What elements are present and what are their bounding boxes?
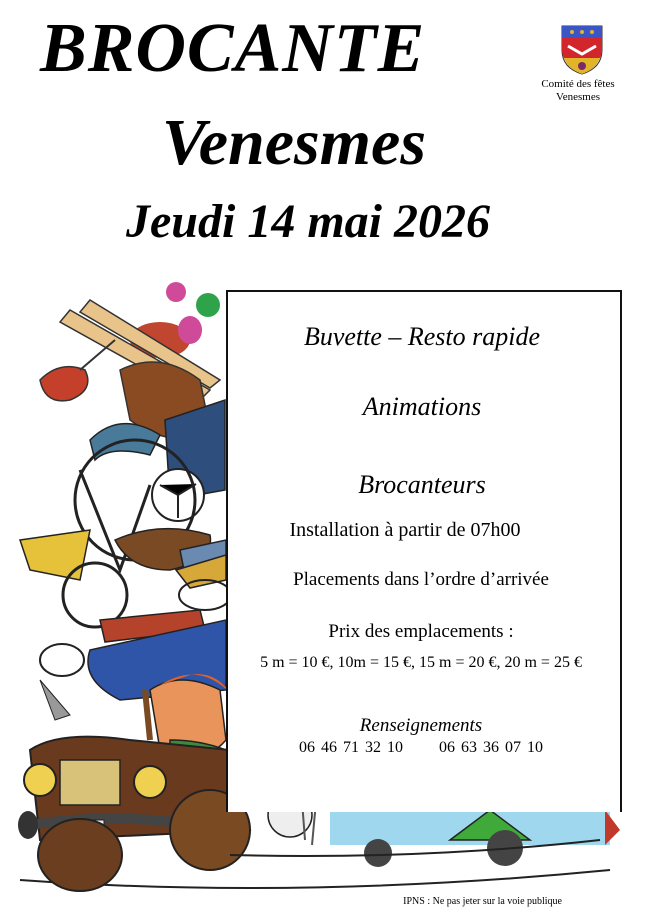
committee-caption [520, 78, 636, 104]
info-brocanteurs: Brocanteurs [358, 470, 486, 499]
info-installation: Installation à partir de 07h00 [289, 519, 521, 541]
poster-title: BROCANTE [40, 10, 426, 87]
crest-logo-icon [558, 24, 606, 76]
committee-town: Venesmes [556, 91, 600, 103]
info-renseignements: Renseignements [359, 715, 483, 736]
info-tarifs: 5 m = 10 €, 10m = 15 €, 15 m = 20 €, 20 m = 25 € [260, 654, 582, 671]
poster-town: Venesmes [162, 106, 426, 179]
committee-name: Comité des fêtes [541, 78, 615, 90]
info-prix-title: Prix des emplacements : [328, 621, 514, 642]
info-phones: 06 46 71 32 10 06 63 36 07 10 [299, 739, 543, 756]
poster-date: Jeudi 14 mai 2026 [126, 195, 491, 248]
info-animations: Animations [362, 392, 482, 421]
footer-notice: IPNS : Ne pas jeter sur la voie publique [403, 896, 562, 907]
info-placements: Placements dans l’ordre d’arrivée [293, 569, 549, 590]
info-buvette: Buvette – Resto rapide [303, 322, 541, 351]
